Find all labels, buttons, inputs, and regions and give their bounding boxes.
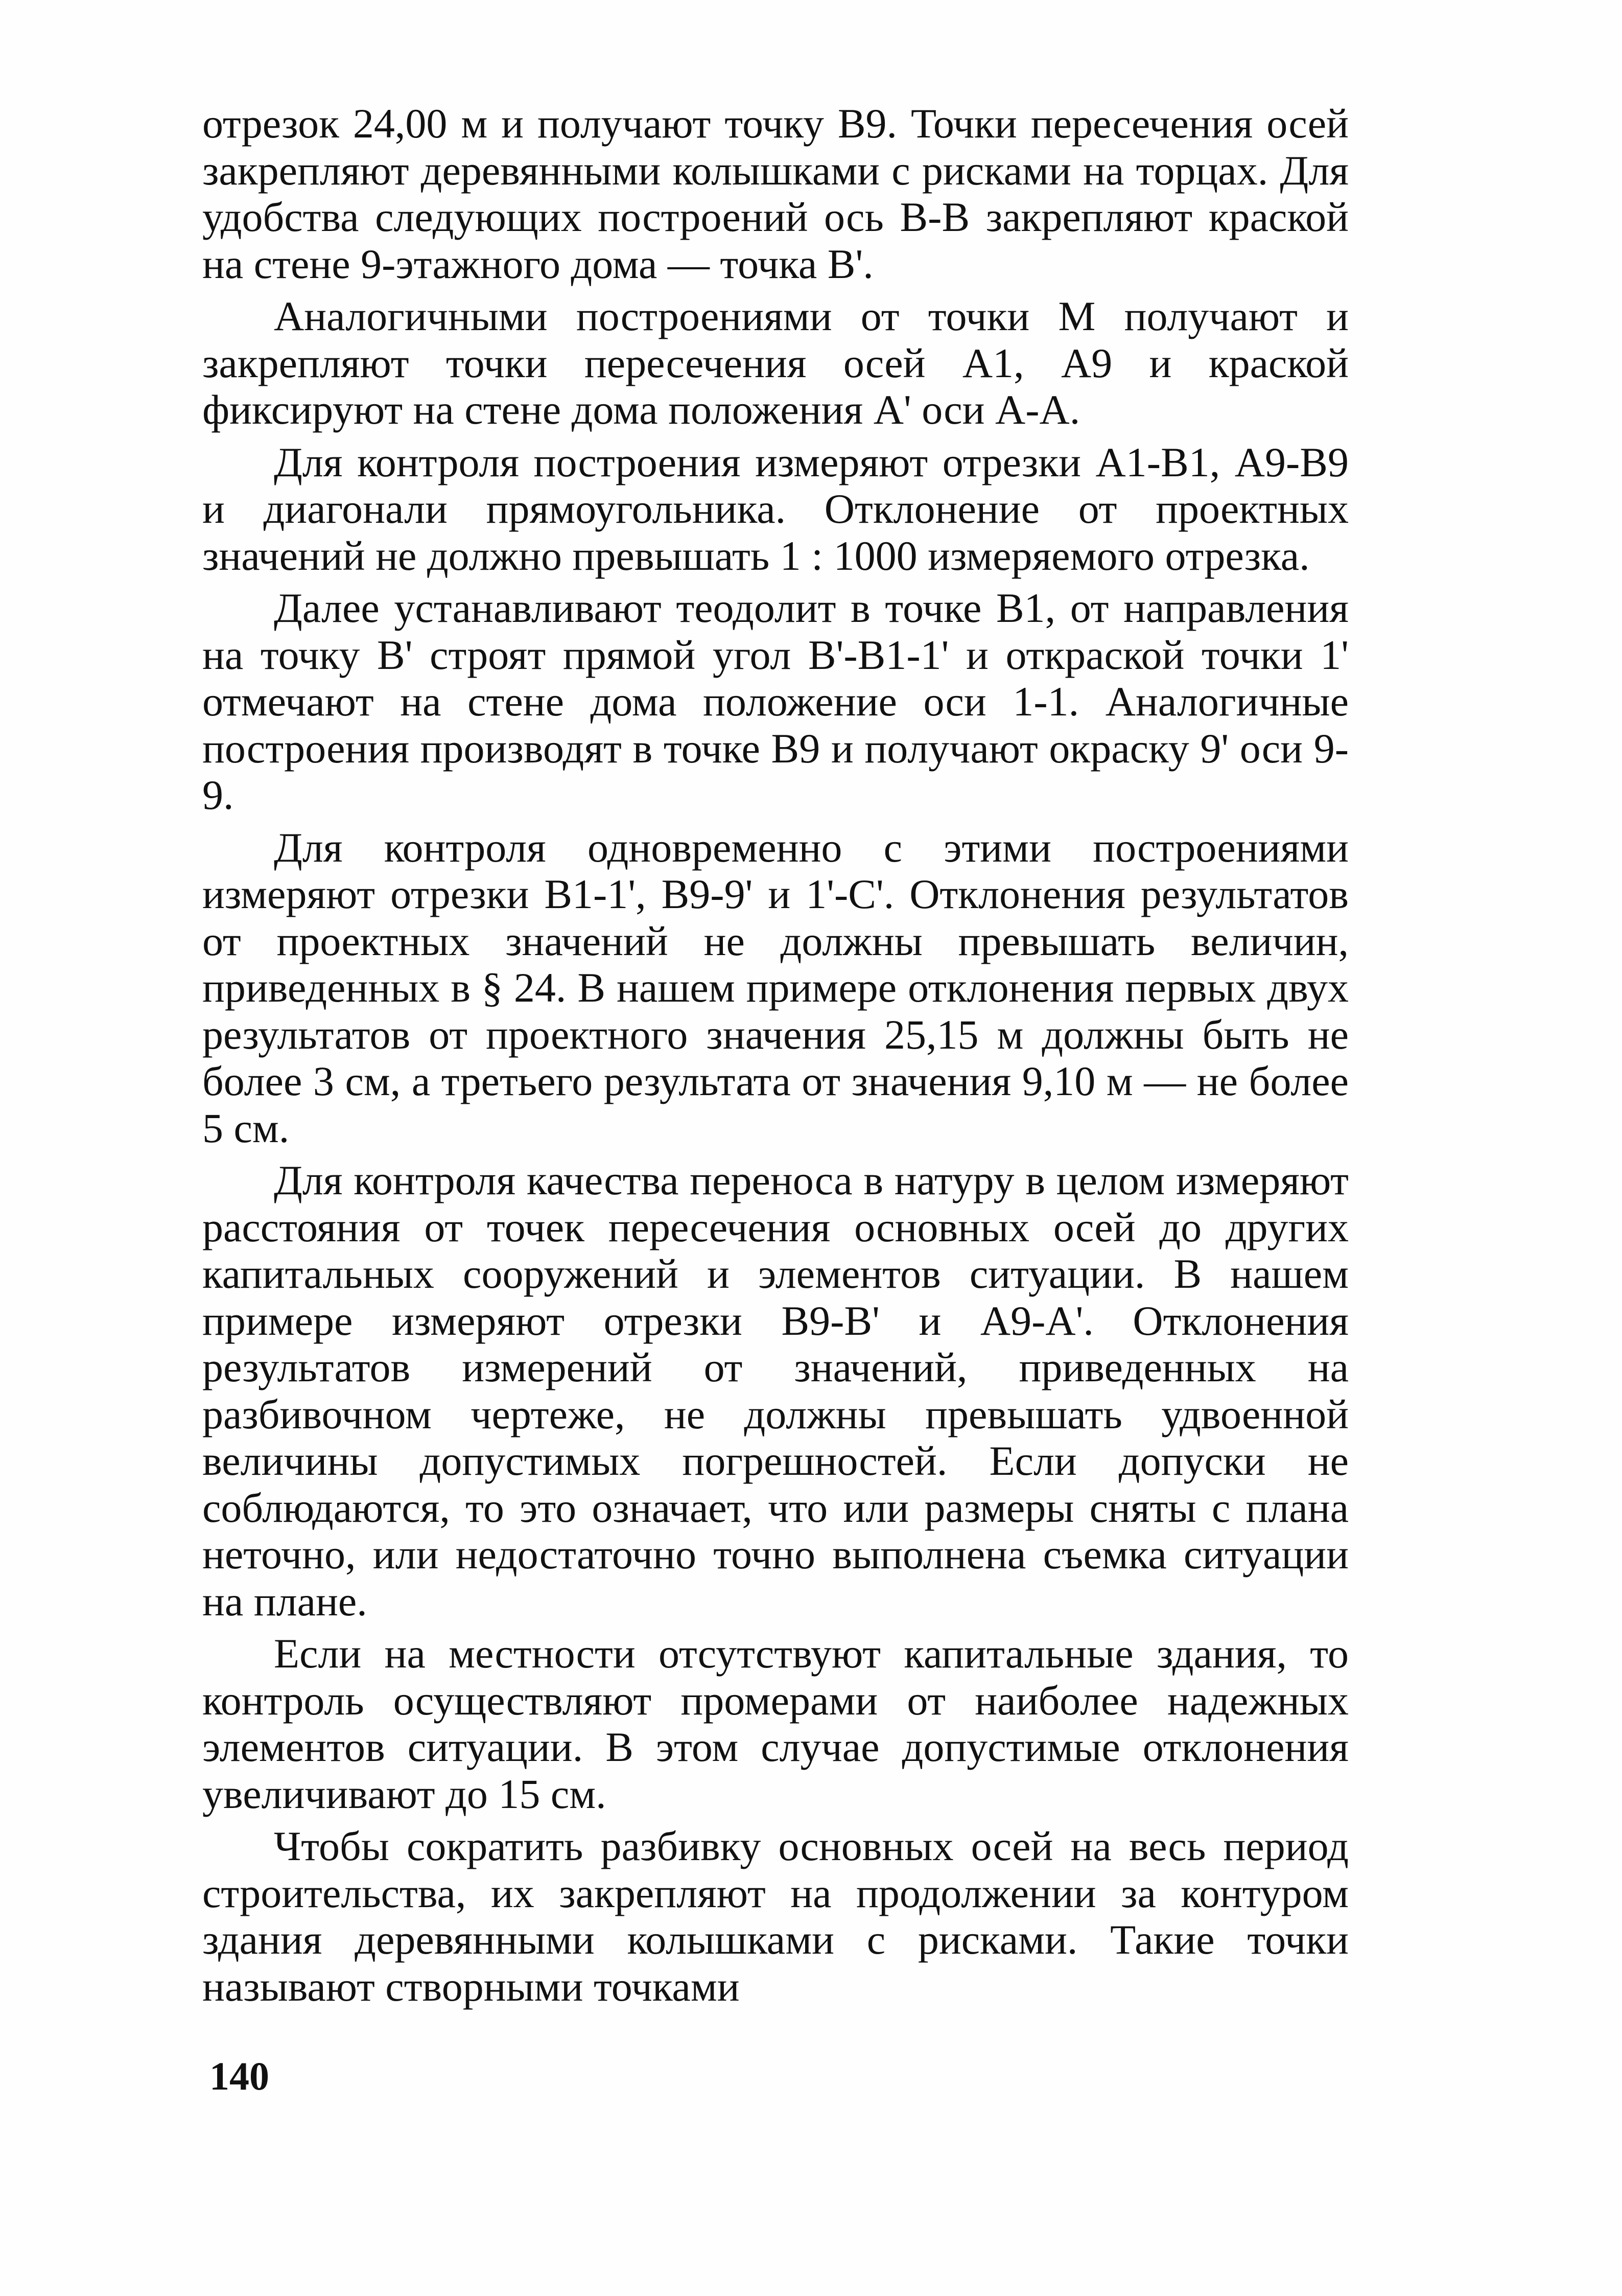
paragraph-1: отрезок 24,00 м и получают точку В9. Точки пересечения осей закрепляют деревянными колышками с рисками на торцах. Для удобства следующих построений ось В-В закрепляют краской на стене 9-этажного дома — точка В'. <box>202 100 1349 287</box>
paragraph-8: Чтобы сократить разбивку основных осей на весь период строительства, их закрепляют на продолжении за контуром здания деревянными колышками с рисками. Такие точки называют створными точками <box>202 1823 1349 2010</box>
paragraph-2: Аналогичными построениями от точки М получают и закрепляют точки пересечения осей А1, А9 и краской фиксируют на стене дома положения А' оси А-А. <box>202 293 1349 433</box>
paragraph-3: Для контроля построения измеряют отрезки А1-В1, А9-В9 и диагонали прямоугольника. Отклонение от проектных значений не должно превышать 1 : 1000 измеряемого отрезка. <box>202 438 1349 579</box>
paragraph-7: Если на местности отсутствуют капитальные здания, то контроль осуществляют промерами от наиболее надежных элементов ситуации. В этом случае допустимые отклонения увеличивают до 15 см. <box>202 1630 1349 1817</box>
paragraph-4: Далее устанавливают теодолит в точке В1, от направления на точку В' строят прямой угол В'-В1-1' и открaской точки 1' отмечают на стене дома положение оси 1-1. Аналогичные построения производят в точке В9 и получают окраску 9' оси 9-9. <box>202 585 1349 818</box>
paragraph-6: Для контроля качества переноса в натуру в целом измеряют расстояния от точек пересечения основных осей до других капитальных сооружений и элементов ситуации. В нашем примере измеряют отрезки В9-В' и А9-А'. Отклонения результатов измерений от значений, приведенных на разбивочном чертеже, не должны превышать удвоенной величины допустимых погрешностей. Если допуски не соблюдаются, то это означает, что или размеры сняты с плана неточно, или недостаточно точно выполнена съемка ситуации на плане. <box>202 1157 1349 1625</box>
page-body-text <box>202 100 1349 2015</box>
page-number: 140 <box>209 2054 269 2098</box>
paragraph-5: Для контроля одновременно с этими построениями измеряют отрезки В1-1', В9-9' и 1'-С'. Отклонения результатов от проектных значений не должны превышать величин, приведенных в § 24. В нашем примере отклонения первых двух результатов от проектного значения 25,15 м должны быть не более 3 см, а третьего результата от значения 9,10 м — не более 5 см. <box>202 824 1349 1151</box>
